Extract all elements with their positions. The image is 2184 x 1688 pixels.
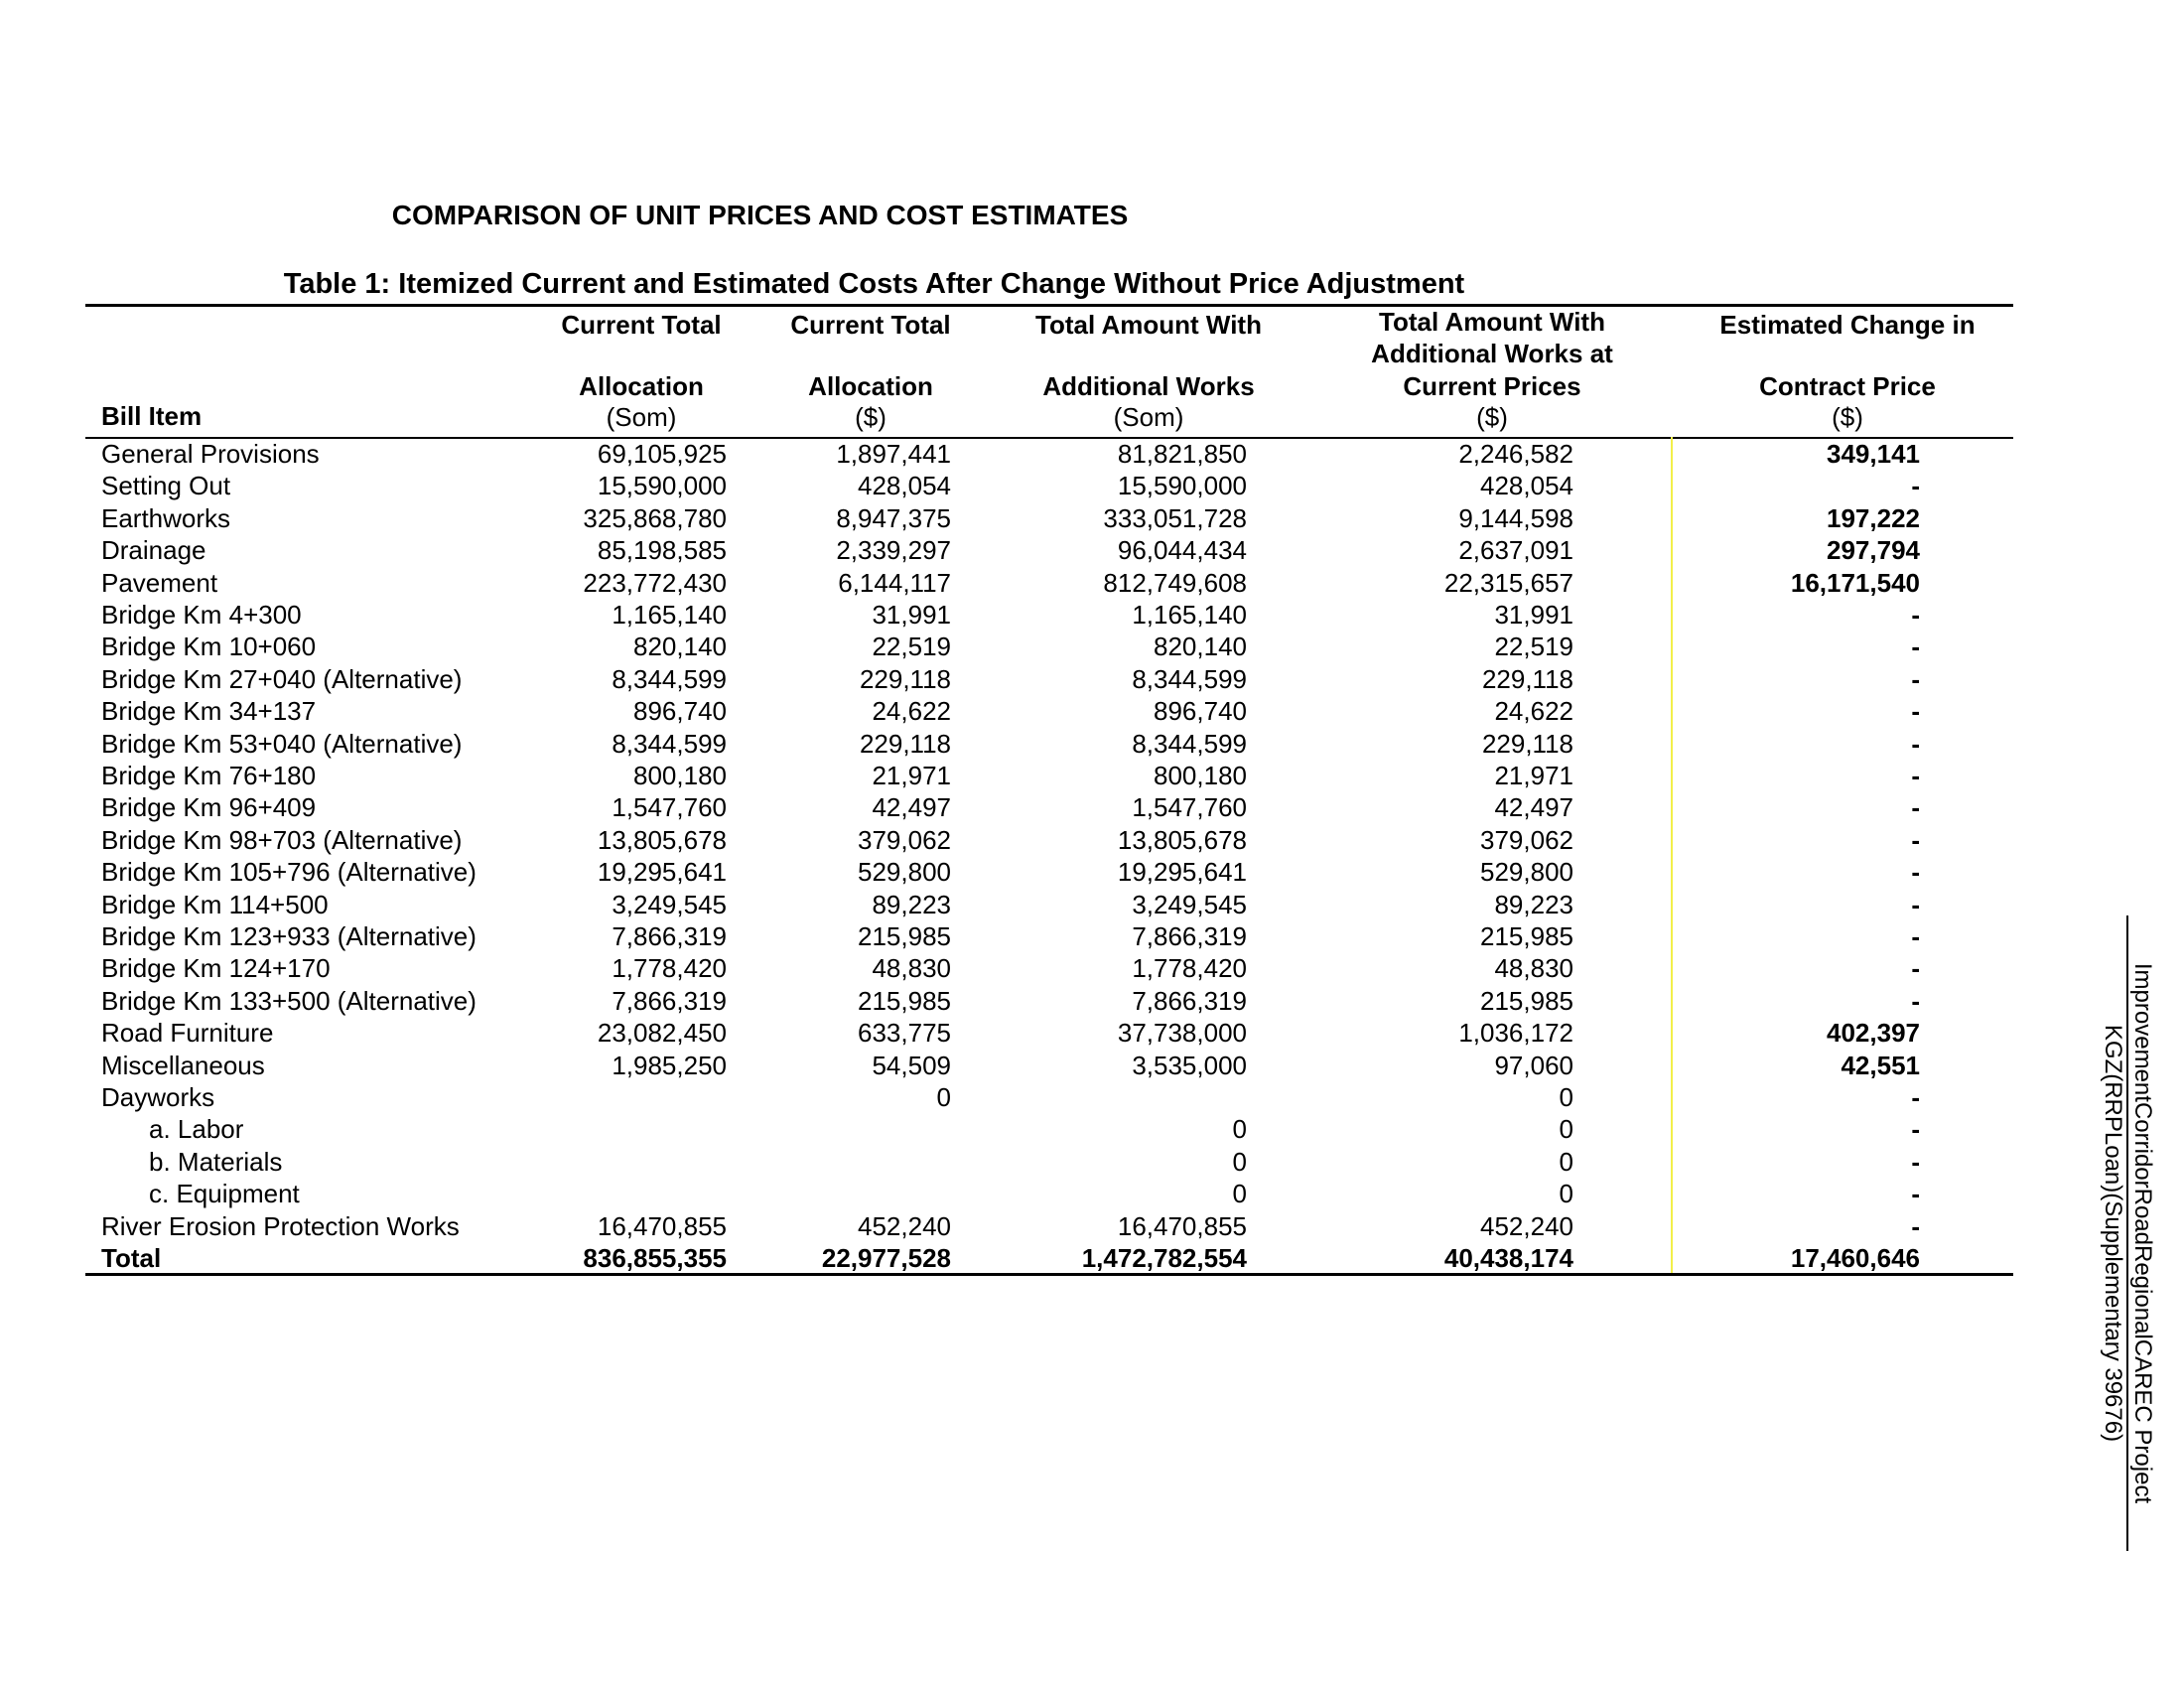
table-row	[0, 534, 2184, 566]
cell-current-som: 85,198,585	[597, 535, 727, 565]
header-additional-usd-line2: Additional Works at	[1371, 339, 1613, 368]
cell-additional-som: 820,140	[1154, 632, 1247, 661]
cell-additional-usd: 21,971	[1494, 761, 1573, 790]
cell-current-usd: 2,339,297	[836, 535, 951, 565]
cell-additional-usd: 0	[1559, 1114, 1573, 1144]
table-row	[0, 824, 2184, 856]
table-row	[0, 631, 2184, 662]
cell-additional-usd: 31,991	[1494, 600, 1573, 630]
cell-bill-item: General Provisions	[101, 439, 320, 469]
cell-estimated-change: -	[1911, 921, 1920, 951]
cell-additional-usd: 97,060	[1494, 1051, 1573, 1080]
cell-additional-usd: 229,118	[1481, 729, 1573, 759]
cell-bill-item: Bridge Km 76+180	[101, 761, 317, 790]
cell-additional-som: 333,051,728	[1103, 503, 1247, 533]
table-row	[0, 1146, 2184, 1178]
cell-current-som: 820,140	[633, 632, 727, 661]
cell-additional-som: 13,805,678	[1117, 825, 1247, 855]
table-row	[0, 1178, 2184, 1209]
cell-additional-som: 896,740	[1154, 696, 1247, 726]
cell-current-usd: 22,519	[872, 632, 951, 661]
cell-bill-item: a. Labor	[149, 1114, 244, 1144]
header-additional-usd-unit: ($)	[1476, 402, 1508, 432]
cell-current-som: 223,772,430	[583, 568, 727, 598]
cell-estimated-change: 16,171,540	[1790, 568, 1920, 598]
cell-estimated-change: -	[1911, 890, 1920, 919]
cell-bill-item: Bridge Km 34+137	[101, 696, 317, 726]
cell-bill-item: Bridge Km 114+500	[101, 890, 329, 919]
cell-bill-item: Bridge Km 27+040 (Alternative)	[101, 664, 463, 694]
total-additional-som: 1,472,782,554	[1081, 1243, 1247, 1273]
cell-estimated-change: -	[1911, 1179, 1920, 1208]
cell-current-som: 1,778,420	[612, 953, 727, 983]
cell-additional-som: 8,344,599	[1132, 729, 1247, 759]
table-row	[0, 663, 2184, 695]
cell-additional-som: 7,866,319	[1132, 921, 1247, 951]
cell-additional-usd: 22,519	[1494, 632, 1573, 661]
cell-current-som: 8,344,599	[612, 664, 727, 694]
cell-additional-som: 1,778,420	[1132, 953, 1247, 983]
table-row-total	[0, 1242, 2184, 1274]
cell-additional-som: 19,295,641	[1117, 857, 1247, 887]
cell-estimated-change: -	[1911, 1114, 1920, 1144]
side-note-project: ImprovementCorridorRoadRegionalCAREC Project	[2126, 915, 2156, 1551]
cell-bill-item: Earthworks	[101, 503, 231, 533]
cell-estimated-change: -	[1911, 664, 1920, 694]
cell-estimated-change: -	[1911, 953, 1920, 983]
total-estimated-change: 17,460,646	[1790, 1243, 1920, 1273]
cell-estimated-change: 197,222	[1827, 503, 1920, 533]
header-current-usd-line1: Current Total	[790, 310, 951, 340]
cell-estimated-change: -	[1911, 825, 1920, 855]
side-note-reference: KGZ(RRPLoan)(Supplementary 39676)	[2100, 1024, 2126, 1443]
cell-additional-usd: 2,246,582	[1458, 439, 1573, 469]
cell-current-som: 19,295,641	[597, 857, 727, 887]
cell-additional-usd: 379,062	[1480, 825, 1573, 855]
cell-bill-item: Bridge Km 133+500 (Alternative)	[101, 986, 477, 1016]
header-current-som-line1: Current Total	[561, 310, 722, 340]
table-row	[0, 502, 2184, 534]
table-row	[0, 1017, 2184, 1049]
cell-current-som: 1,547,760	[612, 792, 727, 822]
cell-estimated-change: -	[1911, 696, 1920, 726]
page-title: COMPARISON OF UNIT PRICES AND COST ESTIMATES	[391, 200, 1129, 230]
table-row	[0, 856, 2184, 888]
cell-bill-item: Road Furniture	[101, 1018, 274, 1048]
header-additional-usd-line1: Total Amount With	[1379, 307, 1605, 337]
cell-bill-item: Bridge Km 105+796 (Alternative)	[101, 857, 477, 887]
cell-current-usd: 379,062	[858, 825, 951, 855]
cell-additional-usd: 428,054	[1480, 471, 1573, 500]
cell-bill-item: Pavement	[101, 568, 218, 598]
table-caption: Table 1: Itemized Current and Estimated Costs After Change Without Price Adjustment	[283, 268, 1465, 300]
cell-additional-usd: 0	[1559, 1179, 1573, 1208]
cell-additional-som: 81,821,850	[1117, 439, 1247, 469]
cell-bill-item: Bridge Km 96+409	[101, 792, 317, 822]
header-current-som-line2: Allocation	[579, 371, 704, 401]
cell-current-usd: 215,985	[858, 986, 951, 1016]
cell-additional-som: 7,866,319	[1132, 986, 1247, 1016]
table-row	[0, 1050, 2184, 1081]
table-row	[0, 985, 2184, 1017]
cell-current-som: 7,866,319	[612, 921, 727, 951]
cell-bill-item: Bridge Km 53+040 (Alternative)	[101, 729, 463, 759]
header-change-line1: Estimated Change in	[1719, 310, 1976, 340]
cell-current-som: 325,868,780	[583, 503, 727, 533]
cell-additional-usd: 0	[1559, 1082, 1573, 1112]
cell-current-usd: 8,947,375	[836, 503, 951, 533]
cell-current-usd: 428,054	[858, 471, 951, 500]
header-additional-som-line2: Additional Works	[1042, 371, 1255, 401]
cell-current-usd: 452,240	[858, 1211, 951, 1241]
header-change-line2: Contract Price	[1759, 371, 1936, 401]
header-current-som-unit: (Som)	[606, 402, 677, 432]
cell-current-usd: 89,223	[872, 890, 951, 919]
cell-current-usd: 0	[936, 1082, 951, 1112]
side-note	[2099, 915, 2156, 1551]
table-row	[0, 470, 2184, 501]
cell-additional-som: 8,344,599	[1132, 664, 1247, 694]
cell-current-som: 1,165,140	[612, 600, 727, 630]
cell-current-usd: 529,800	[858, 857, 951, 887]
cell-bill-item: Miscellaneous	[101, 1051, 265, 1080]
cell-additional-usd: 215,985	[1480, 986, 1573, 1016]
cell-additional-som: 0	[1232, 1147, 1247, 1177]
cell-additional-usd: 24,622	[1494, 696, 1573, 726]
cell-current-som: 7,866,319	[612, 986, 727, 1016]
cell-current-usd: 31,991	[872, 600, 951, 630]
cell-additional-som: 0	[1232, 1114, 1247, 1144]
table-row	[0, 1113, 2184, 1145]
cell-current-usd: 633,775	[858, 1018, 951, 1048]
cell-bill-item: Bridge Km 124+170	[101, 953, 331, 983]
cell-additional-usd: 229,118	[1481, 664, 1573, 694]
header-additional-som-unit: (Som)	[1113, 402, 1184, 432]
cell-additional-som: 15,590,000	[1117, 471, 1247, 500]
cell-additional-som: 96,044,434	[1117, 535, 1247, 565]
table-row	[0, 438, 2184, 470]
cell-estimated-change: 42,551	[1841, 1051, 1920, 1080]
total-current-som: 836,855,355	[583, 1243, 727, 1273]
cell-estimated-change: -	[1911, 1082, 1920, 1112]
table-row	[0, 889, 2184, 920]
cell-bill-item: b. Materials	[149, 1147, 283, 1177]
cell-estimated-change: -	[1911, 857, 1920, 887]
cell-estimated-change: -	[1911, 1147, 1920, 1177]
cell-additional-som: 800,180	[1154, 761, 1247, 790]
cell-bill-item: Dayworks	[101, 1082, 215, 1112]
cell-estimated-change: -	[1911, 761, 1920, 790]
cell-additional-som: 37,738,000	[1117, 1018, 1247, 1048]
cell-additional-usd: 1,036,172	[1458, 1018, 1573, 1048]
table-row	[0, 599, 2184, 631]
cell-current-usd: 215,985	[858, 921, 951, 951]
cell-current-som: 16,470,855	[597, 1211, 727, 1241]
cell-additional-usd: 48,830	[1494, 953, 1573, 983]
cell-current-usd: 229,118	[859, 729, 951, 759]
cell-bill-item: River Erosion Protection Works	[101, 1211, 460, 1241]
cell-estimated-change: -	[1911, 600, 1920, 630]
table-top-rule	[85, 304, 2013, 307]
cell-estimated-change: -	[1911, 632, 1920, 661]
cell-bill-item: Bridge Km 123+933 (Alternative)	[101, 921, 477, 951]
table-row	[0, 920, 2184, 952]
cell-additional-som: 16,470,855	[1117, 1211, 1247, 1241]
cell-bill-item: c. Equipment	[149, 1179, 300, 1208]
table-row	[0, 695, 2184, 727]
table-row	[0, 567, 2184, 599]
header-additional-usd-line3: Current Prices	[1403, 371, 1581, 401]
cell-additional-som: 812,749,608	[1103, 568, 1247, 598]
cell-bill-item: Drainage	[101, 535, 206, 565]
cell-current-usd: 54,509	[872, 1051, 951, 1080]
total-current-usd: 22,977,528	[821, 1243, 951, 1273]
cell-additional-usd: 2,637,091	[1458, 535, 1573, 565]
total-additional-usd: 40,438,174	[1443, 1243, 1573, 1273]
cell-bill-item: Bridge Km 4+300	[101, 600, 302, 630]
table-row	[0, 952, 2184, 984]
table-row	[0, 791, 2184, 823]
cell-estimated-change: -	[1911, 729, 1920, 759]
cell-current-usd: 21,971	[872, 761, 951, 790]
cell-estimated-change: -	[1911, 986, 1920, 1016]
cell-estimated-change: 297,794	[1827, 535, 1920, 565]
table-row	[0, 760, 2184, 791]
cell-additional-usd: 452,240	[1480, 1211, 1573, 1241]
cell-additional-som: 0	[1232, 1179, 1247, 1208]
cell-current-som: 896,740	[633, 696, 727, 726]
cell-additional-usd: 529,800	[1480, 857, 1573, 887]
cell-bill-item: Setting Out	[101, 471, 231, 500]
table-row	[0, 1081, 2184, 1113]
cell-current-som: 15,590,000	[597, 471, 727, 500]
cell-additional-usd: 215,985	[1480, 921, 1573, 951]
header-current-usd-unit: ($)	[855, 402, 887, 432]
cell-current-som: 1,985,250	[612, 1051, 727, 1080]
cell-additional-som: 3,535,000	[1132, 1051, 1247, 1080]
cell-bill-item: Bridge Km 10+060	[101, 632, 317, 661]
cell-current-usd: 229,118	[859, 664, 951, 694]
cell-additional-usd: 89,223	[1494, 890, 1573, 919]
cell-additional-usd: 22,315,657	[1443, 568, 1573, 598]
table-bottom-rule	[85, 1273, 2013, 1276]
table-row	[0, 1210, 2184, 1242]
cell-estimated-change: -	[1911, 792, 1920, 822]
cell-current-som: 800,180	[633, 761, 727, 790]
cell-additional-usd: 0	[1559, 1147, 1573, 1177]
cell-current-usd: 48,830	[872, 953, 951, 983]
cell-current-usd: 1,897,441	[836, 439, 951, 469]
cell-estimated-change: -	[1911, 1211, 1920, 1241]
cell-additional-som: 1,165,140	[1132, 600, 1247, 630]
total-label: Total	[101, 1243, 162, 1273]
cell-additional-som: 3,249,545	[1132, 890, 1247, 919]
cell-current-usd: 24,622	[872, 696, 951, 726]
cell-estimated-change: -	[1911, 471, 1920, 500]
header-additional-som-line1: Total Amount With	[1035, 310, 1262, 340]
cell-additional-usd: 9,144,598	[1458, 503, 1573, 533]
header-current-usd-line2: Allocation	[808, 371, 933, 401]
cell-current-usd: 6,144,117	[838, 568, 951, 598]
cell-current-usd: 42,497	[872, 792, 951, 822]
cell-additional-usd: 42,497	[1494, 792, 1573, 822]
cell-current-som: 3,249,545	[612, 890, 727, 919]
cell-current-som: 69,105,925	[597, 439, 727, 469]
cell-current-som: 23,082,450	[597, 1018, 727, 1048]
cell-bill-item: Bridge Km 98+703 (Alternative)	[101, 825, 463, 855]
cell-estimated-change: 349,141	[1827, 439, 1920, 469]
cell-estimated-change: 402,397	[1827, 1018, 1920, 1048]
table-row	[0, 728, 2184, 760]
header-bill-item: Bill Item	[101, 401, 203, 431]
header-change-unit: ($)	[1832, 402, 1863, 432]
cell-additional-som: 1,547,760	[1132, 792, 1247, 822]
cell-current-som: 13,805,678	[597, 825, 727, 855]
cell-current-som: 8,344,599	[612, 729, 727, 759]
